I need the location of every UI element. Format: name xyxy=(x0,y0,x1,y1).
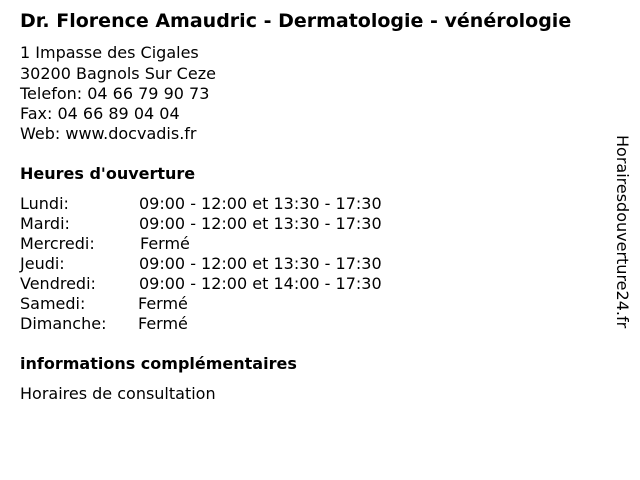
day-label: Vendredi: xyxy=(20,274,96,293)
time-value: 09:00 - 12:00 et 13:30 - 17:30 xyxy=(139,214,382,233)
hours-heading: Heures d'ouverture xyxy=(20,164,196,183)
time-value: 09:00 - 12:00 et 13:30 - 17:30 xyxy=(139,194,382,213)
address-city: 30200 Bagnols Sur Ceze xyxy=(20,64,216,83)
page-title: Dr. Florence Amaudric - Dermatologie - vénérologie xyxy=(20,10,572,32)
time-value: Fermé xyxy=(140,234,190,253)
time-value: 09:00 - 12:00 et 13:30 - 17:30 xyxy=(139,254,382,273)
day-label: Jeudi: xyxy=(20,254,65,273)
address-street: 1 Impasse des Cigales xyxy=(20,43,199,62)
info-text: Horaires de consultation xyxy=(20,384,216,403)
time-value: Fermé xyxy=(138,294,188,313)
phone-number: Telefon: 04 66 79 90 73 xyxy=(20,84,210,103)
time-value: 09:00 - 12:00 et 14:00 - 17:30 xyxy=(139,274,382,293)
time-value: Fermé xyxy=(138,314,188,333)
day-label: Dimanche: xyxy=(20,314,107,333)
fax-number: Fax: 04 66 89 04 04 xyxy=(20,104,180,123)
website: Web: www.docvadis.fr xyxy=(20,124,197,143)
day-label: Mercredi: xyxy=(20,234,95,253)
info-heading: informations complémentaires xyxy=(20,354,297,373)
day-label: Lundi: xyxy=(20,194,69,213)
watermark-text: Horairesdouverture24.fr xyxy=(613,135,632,329)
day-label: Mardi: xyxy=(20,214,70,233)
day-label: Samedi: xyxy=(20,294,86,313)
watermark-vertical xyxy=(612,135,636,375)
